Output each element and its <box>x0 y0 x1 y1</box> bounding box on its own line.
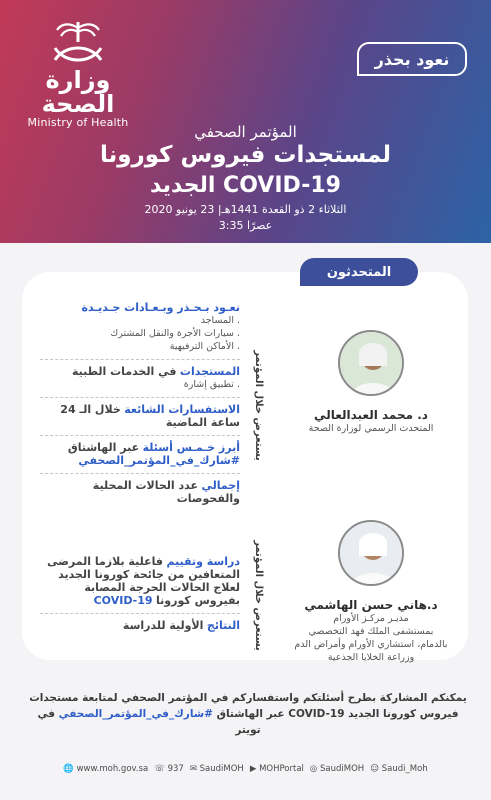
topic-highlight: المستجدات <box>179 365 240 378</box>
cta-text: يمكنكم المشاركة بطرح أسئلتكم واستفساركم في المؤتمر الصحفي لمتابعة مستجدات فيروس كورونا الجديد COVID-19 عبر <box>29 692 467 720</box>
social-links <box>0 764 491 774</box>
reviews-label-text: يستعرض خلال المؤتمر <box>252 349 264 461</box>
conference-label: المؤتمر الصحفي <box>194 123 297 141</box>
topic-highlight: أبرز خـمـس أسئلة <box>142 441 240 454</box>
cta-suffix: في تويتر <box>37 708 261 736</box>
youtube-link[interactable]: ▶ MOHPortal <box>249 764 304 774</box>
speaker1-role: المتحدث الرسمي لوزارة الصحة <box>308 423 434 434</box>
topic-item <box>40 550 240 614</box>
speaker2-topics <box>40 550 240 638</box>
topic-subitems <box>40 314 240 353</box>
speaker2-role-line: وزراعة الخلايا الجذعية <box>327 652 415 663</box>
phone-link[interactable]: ☏ 937 <box>154 764 184 774</box>
subitem: . تطبيق إشارة <box>183 379 240 390</box>
campaign-badge: نعود بحذر <box>357 42 467 76</box>
topic-item <box>40 398 240 436</box>
topic-item <box>40 614 240 638</box>
reviews-label-text: يستعرض خلال المؤتمر <box>252 539 264 651</box>
speakers-tab: المتحدثون <box>300 258 418 286</box>
conference-title-line2: الجديد COVID-19 <box>150 173 341 198</box>
speaker1-reviews-label <box>248 330 268 480</box>
speaker2-name: د.هاني حسن الهاشمي <box>304 598 438 612</box>
speaker2-info <box>276 598 466 664</box>
instagram-link[interactable]: ◎ SaudiMOH <box>309 764 365 774</box>
topic-subitems <box>40 378 240 391</box>
topic-item <box>40 436 240 474</box>
speaker2-role-line: بالدمام، استشاري الأورام وأمراض الدم <box>294 639 448 650</box>
speaker1-name: د. محمد العبدالعالي <box>314 408 428 422</box>
topic-text: في الخدمات الطبية <box>71 365 177 378</box>
topic-text: الأولية للدراسة <box>122 619 204 632</box>
header-banner <box>0 0 491 243</box>
youtube-text: MOHPortal <box>259 764 304 774</box>
topic-highlight: نعـود بـحـذر وبـعـادات جـديـدة <box>81 301 240 314</box>
subitem: . الأماكن الترفيهية <box>169 341 240 352</box>
conference-title-line1: لمستجدات فيروس كورونا <box>99 142 392 168</box>
speaker1-topics <box>40 296 240 511</box>
topic-text: عبر الهاشتاق <box>67 441 140 454</box>
speaker2-avatar <box>338 520 404 586</box>
ministry-name-ar: وزارة الصحة <box>41 66 115 118</box>
topic-highlight: إجمالي <box>201 479 240 492</box>
topic-highlight: النتائج <box>206 619 240 632</box>
ministry-name-en: Ministry of Health <box>27 116 129 129</box>
topic-item <box>40 360 240 398</box>
twitter-link[interactable]: ✉ SaudiMOH <box>189 764 244 774</box>
conference-date: الثلاثاء 2 ذو القعدة 1441هـ| 23 يونيو 2020 <box>144 203 347 216</box>
topic-hashtag-link[interactable]: #شارك_في_المؤتمر_الصحفي <box>78 454 240 467</box>
website-link[interactable]: 🌐 www.moh.gov.sa <box>63 764 149 774</box>
participation-note <box>28 690 468 738</box>
website-text: www.moh.gov.sa <box>76 764 149 774</box>
speaker1-avatar <box>338 330 404 396</box>
moh-logo <box>18 20 138 129</box>
topic-highlight: دراسة وتقييم <box>166 555 240 568</box>
palm-swords-icon <box>49 20 107 66</box>
subitem: . المساجد <box>200 315 240 326</box>
speaker2-reviews-label <box>248 520 268 670</box>
topic-text: خلال الـ 24 ساعة الماضية <box>60 403 240 429</box>
topic-tag: COVID-19 <box>93 594 153 607</box>
instagram-text: SaudiMOH <box>320 764 365 774</box>
cta-hashtag-link[interactable]: #شارك_في_المؤتمر_الصحفي <box>58 708 213 720</box>
speaker1-info <box>276 408 466 435</box>
subitem: . سيارات الأجرة والنقل المشترك <box>110 328 240 339</box>
conference-time: 3:35 عصرًا <box>218 219 273 232</box>
speaker2-role-line: مديـر مركـز الأورام <box>333 613 409 624</box>
topic-item <box>40 296 240 360</box>
snapchat-link[interactable]: ☺ Saudi_Moh <box>370 764 428 774</box>
cta-prefix: الهاشتاق <box>216 708 263 720</box>
speaker2-role-line: بمستشفى الملك فهد التخصصي <box>308 626 434 637</box>
phone-text: 937 <box>167 764 184 774</box>
twitter-text: SaudiMOH <box>199 764 244 774</box>
snapchat-text: Saudi_Moh <box>381 764 428 774</box>
topic-highlight: الاستفسارات الشائعة <box>124 403 240 416</box>
topic-item <box>40 474 240 511</box>
topic-text: عدد الحالات المحلية والفحوصات <box>92 479 240 505</box>
topic-text: فاعلية بلازما المرضى المتعافين من جائحة كورونا الجديد لعلاج الحالات الحرجة المصابة بفيروس كورونا <box>47 555 240 607</box>
